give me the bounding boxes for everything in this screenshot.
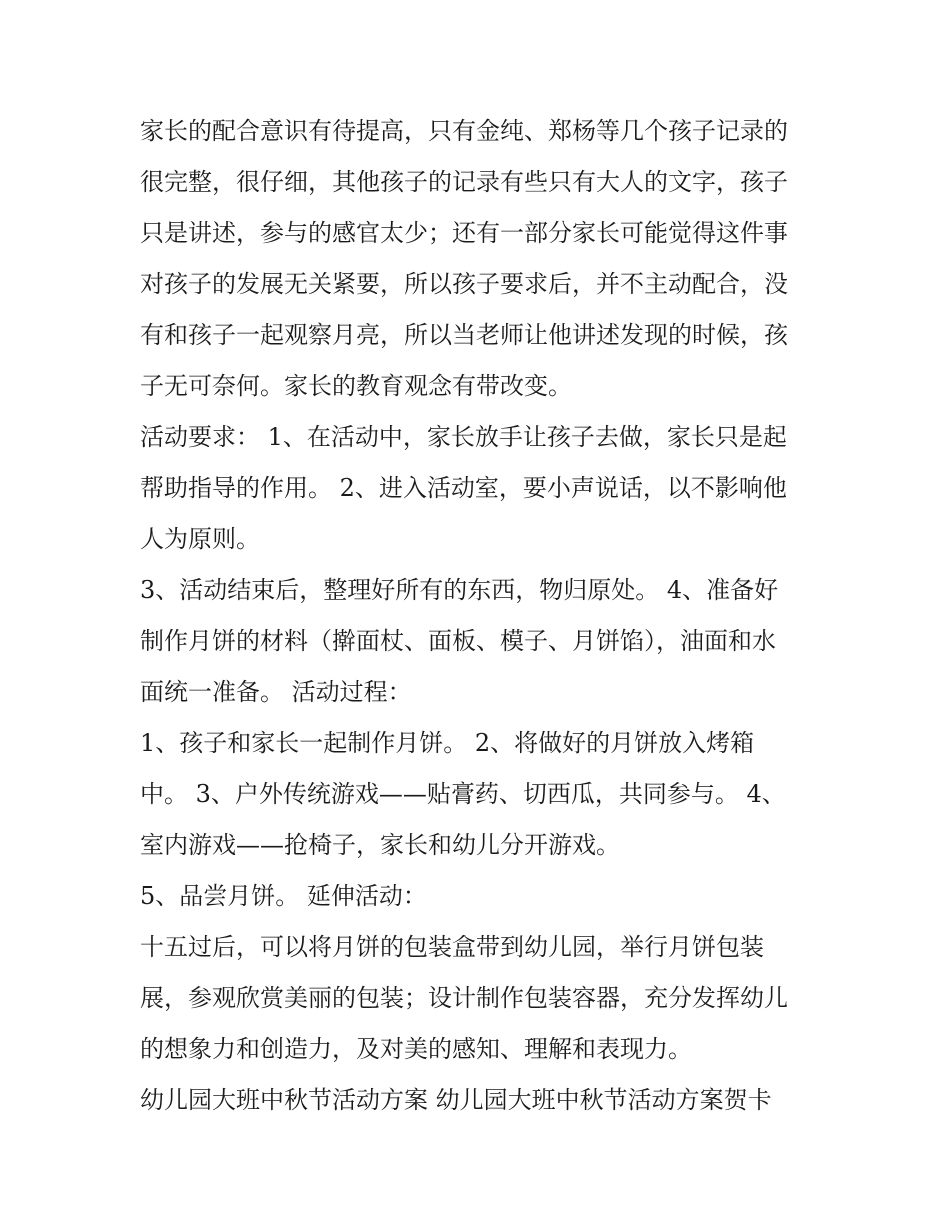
text-line: 面统一准备。 活动过程： [140,678,412,706]
text-line: 对孩子的发展无关紧要，所以孩子要求后，并不主动配合，没 [140,270,788,298]
text-line: 3、活动结束后，整理好所有的东西，物归原处。 4、准备好 [140,576,779,604]
text-line: 1、孩子和家长一起制作月饼。 2、将做好的月饼放入烤箱 [140,729,755,757]
text-line: 子无可奈何。家长的教育观念有带改变。 [140,372,572,400]
text-line: 帮助指导的作用。 2、进入活动室，要小声说话，以不影响他 [140,474,787,502]
text-line: 家长的配合意识有待提高，只有金纯、郑杨等几个孩子记录的 [140,117,788,145]
text-line: 幼儿园大班中秋节活动方案 幼儿园大班中秋节活动方案贺卡 [140,1086,772,1114]
text-line: 中。 3、户外传统游戏——贴膏药、切西瓜，共同参与。 4、 [140,780,786,808]
text-line: 制作月饼的材料（擀面杖、面板、模子、月饼馅），油面和水 [140,627,776,655]
text-line: 只是讲述，参与的感官太少；还有一部分家长可能觉得这件事 [140,219,788,247]
document-body [140,106,820,1126]
text-line: 展，参观欣赏美丽的包装；设计制作包装容器，充分发挥幼儿 [140,984,788,1012]
text-line: 很完整，很仔细，其他孩子的记录有些只有大人的文字，孩子 [140,168,788,196]
text-line: 有和孩子一起观察月亮，所以当老师让他讲述发现的时候，孩 [140,321,788,349]
text-line: 十五过后，可以将月饼的包装盒带到幼儿园，举行月饼包装 [140,933,764,961]
text-line: 室内游戏——抢椅子，家长和幼儿分开游戏。 [140,831,620,859]
text-line: 活动要求： 1、在活动中，家长放手让孩子去做，家长只是起 [140,423,787,451]
text-line: 5、品尝月饼。 延伸活动： [140,882,427,910]
text-line: 的想象力和创造力，及对美的感知、理解和表现力。 [140,1035,692,1063]
text-line: 人为原则。 [140,525,260,553]
